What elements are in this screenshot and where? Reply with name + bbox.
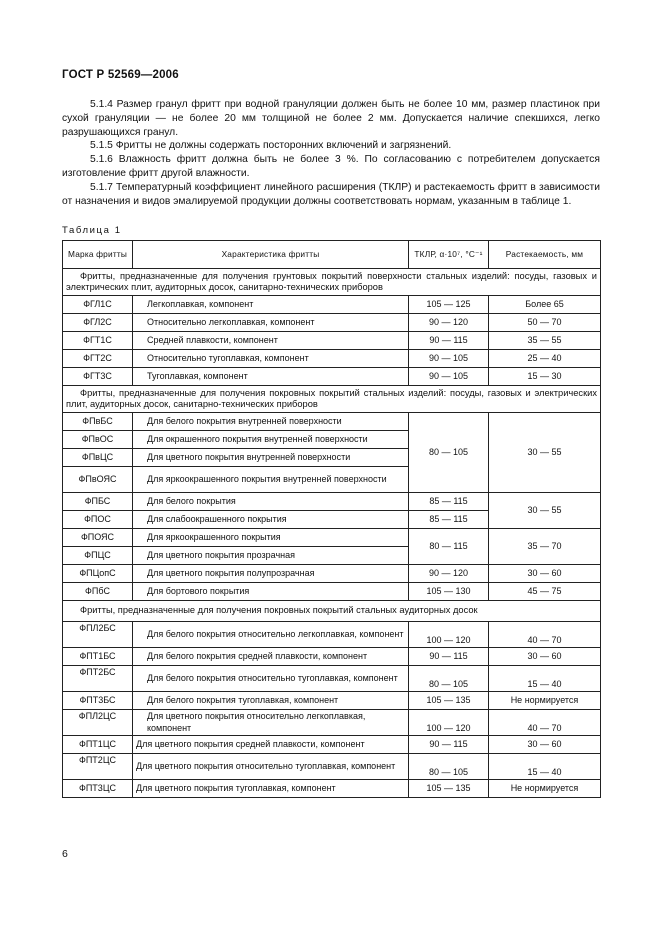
cell-char: Для яркоокрашенного покрытия — [133, 529, 409, 547]
cell-tklr: 105 — 135 — [409, 780, 489, 798]
table-row — [63, 332, 601, 350]
cell-tklr: 90 — 105 — [409, 368, 489, 386]
cell-spread-merged: 30 — 55 — [489, 493, 601, 529]
cell-mark: ФПТ2БС — [63, 666, 133, 692]
page-number: 6 — [62, 848, 68, 860]
cell-tklr: 80 — 105 — [409, 666, 489, 692]
cell-char: Для белого покрытия — [133, 493, 409, 511]
group-row-ground — [63, 269, 601, 296]
cell-spread: 35 — 55 — [489, 332, 601, 350]
cell-spread: 40 — 70 — [489, 710, 601, 736]
cell-spread: 30 — 60 — [489, 736, 601, 754]
cell-spread-merged: 30 — 55 — [489, 413, 601, 493]
paragraph-5-1-7 — [62, 181, 600, 209]
cell-char: Для цветного покрытия относительно легкоплавкая, компонент — [133, 710, 409, 736]
group-title: Фритты, предназначенные для получения покровных покрытий стальных аудиторных досок — [63, 601, 601, 622]
group-row-cover — [63, 386, 601, 413]
cell-spread: Более 65 — [489, 296, 601, 314]
cell-mark: ФПТ1БС — [63, 648, 133, 666]
cell-char: Относительно тугоплавкая, компонент — [133, 350, 409, 368]
table-row — [63, 296, 601, 314]
cell-tklr: 90 — 115 — [409, 648, 489, 666]
header-mark: Марка фритты — [63, 241, 133, 269]
header-characteristic: Характеристика фритты — [133, 241, 409, 269]
cell-mark: ФПвОЯС — [63, 467, 133, 493]
cell-mark: ФГТ1С — [63, 332, 133, 350]
cell-mark: ФПвБС — [63, 413, 133, 431]
cell-mark: ФПТ3БС — [63, 692, 133, 710]
cell-mark: ФПЛ2БС — [63, 622, 133, 648]
header-spread: Растекаемость, мм — [489, 241, 601, 269]
table-row — [63, 736, 601, 754]
cell-char: Легкоплавкая, компонент — [133, 296, 409, 314]
cell-tklr: 105 — 125 — [409, 296, 489, 314]
cell-char: Для окрашенного покрытия внутренней поверхности — [133, 431, 409, 449]
cell-tklr-merged: 80 — 115 — [409, 529, 489, 565]
cell-char: Для бортового покрытия — [133, 583, 409, 601]
table-caption: Таблица 1 — [62, 225, 122, 236]
table-row — [63, 413, 601, 431]
table-row — [63, 692, 601, 710]
cell-tklr: 85 — 115 — [409, 493, 489, 511]
table-row — [63, 710, 601, 736]
cell-char: Для цветного покрытия средней плавкости, компонент — [133, 736, 409, 754]
cell-mark: ФПЦС — [63, 547, 133, 565]
cell-char: Для белого покрытия внутренней поверхности — [133, 413, 409, 431]
table-row — [63, 648, 601, 666]
paragraph-5-1-4 — [62, 98, 600, 141]
cell-char: Тугоплавкая, компонент — [133, 368, 409, 386]
table-row — [63, 583, 601, 601]
paragraph-text: 5.1.6 Влажность фритт должна быть не более 3 %. По согласованию с потребителем допускается изготовление фритт другой влажности. — [62, 154, 600, 180]
cell-char: Для белого покрытия средней плавкости, компонент — [133, 648, 409, 666]
group-title: Фритты, предназначенные для получения покровных покрытий стальных изделий: посуды, газовых и электрических плит, аудиторных досок, санитарно-технических приборов — [63, 386, 601, 413]
cell-mark: ФГЛ2С — [63, 314, 133, 332]
cell-spread: 50 — 70 — [489, 314, 601, 332]
table-row — [63, 493, 601, 511]
cell-spread: Не нормируется — [489, 780, 601, 798]
cell-spread: Не нормируется — [489, 692, 601, 710]
cell-char: Для слабоокрашенного покрытия — [133, 511, 409, 529]
table-row — [63, 350, 601, 368]
cell-spread-merged: 35 — 70 — [489, 529, 601, 565]
table-row — [63, 529, 601, 547]
cell-char: Для цветного покрытия внутренней поверхности — [133, 449, 409, 467]
cell-tklr: 100 — 120 — [409, 622, 489, 648]
table-row — [63, 666, 601, 692]
cell-tklr-merged: 80 — 105 — [409, 413, 489, 493]
cell-mark: ФГТ3С — [63, 368, 133, 386]
group-title: Фритты, предназначенные для получения грунтовых покрытий поверхности стальных изделий: посуды, газовых и электрических плит, аудиторных досок, санитарно-технических приборов — [63, 269, 601, 296]
cell-spread: 15 — 30 — [489, 368, 601, 386]
cell-mark: ФПТ1ЦС — [63, 736, 133, 754]
cell-char: Для яркоокрашенного покрытия внутренней поверхности — [133, 467, 409, 493]
cell-tklr: 100 — 120 — [409, 710, 489, 736]
cell-mark: ФПЛ2ЦС — [63, 710, 133, 736]
cell-tklr: 90 — 105 — [409, 350, 489, 368]
cell-char: Средней плавкости, компонент — [133, 332, 409, 350]
paragraph-5-1-6 — [62, 153, 600, 181]
cell-spread: 30 — 60 — [489, 648, 601, 666]
cell-char: Для белого покрытия относительно легкоплавкая, компонент — [133, 622, 409, 648]
cell-spread: 45 — 75 — [489, 583, 601, 601]
cell-spread: 15 — 40 — [489, 754, 601, 780]
cell-mark: ФПБС — [63, 493, 133, 511]
cell-tklr: 90 — 120 — [409, 565, 489, 583]
cell-tklr: 105 — 130 — [409, 583, 489, 601]
cell-tklr: 90 — 115 — [409, 736, 489, 754]
cell-mark: ФПвОС — [63, 431, 133, 449]
header-tklr: ТКЛР, α·10⁷, °С⁻¹ — [409, 241, 489, 269]
cell-char: Для цветного покрытия относительно тугоплавкая, компонент — [133, 754, 409, 780]
table-row — [63, 622, 601, 648]
paragraph-text: 5.1.5 Фритты не должны содержать посторонних включений и загрязнений. — [90, 140, 452, 151]
table-row — [63, 314, 601, 332]
cell-spread: 25 — 40 — [489, 350, 601, 368]
table-row — [63, 754, 601, 780]
cell-mark: ФПОЯС — [63, 529, 133, 547]
table-header-row — [63, 241, 601, 269]
cell-mark: ФПвЦС — [63, 449, 133, 467]
cell-tklr: 105 — 135 — [409, 692, 489, 710]
frit-table — [62, 240, 601, 798]
cell-char: Для цветного покрытия полупрозрачная — [133, 565, 409, 583]
group-row-boards — [63, 601, 601, 622]
cell-mark: ФГЛ1С — [63, 296, 133, 314]
paragraph-5-1-5 — [62, 139, 600, 153]
cell-char: Для цветного покрытия тугоплавкая, компонент — [133, 780, 409, 798]
cell-tklr: 90 — 115 — [409, 332, 489, 350]
cell-tklr: 85 — 115 — [409, 511, 489, 529]
table-row — [63, 780, 601, 798]
paragraph-text: 5.1.7 Температурный коэффициент линейного расширения (ТКЛР) и растекаемость фритт в зависимости от назначения и видов эмалируемой продукции должны соответствовать нормам, указанным в таблице 1. — [62, 182, 600, 208]
cell-mark: ФПТ2ЦС — [63, 754, 133, 780]
cell-char: Для цветного покрытия прозрачная — [133, 547, 409, 565]
cell-mark: ФПОС — [63, 511, 133, 529]
cell-spread: 30 — 60 — [489, 565, 601, 583]
cell-char: Для белого покрытия тугоплавкая, компонент — [133, 692, 409, 710]
paragraph-text: 5.1.4 Размер гранул фритт при водной грануляции должен быть не более 10 мм, размер пластинок при сухой грануляции — не более 20 мм толщиной не более 2 мм. Допускается наличие спекшихся, легко разрушающихся гранул. — [62, 99, 600, 139]
cell-mark: ФГТ2С — [63, 350, 133, 368]
cell-mark: ФПбС — [63, 583, 133, 601]
cell-spread: 15 — 40 — [489, 666, 601, 692]
cell-tklr: 90 — 120 — [409, 314, 489, 332]
cell-mark: ФПЦопС — [63, 565, 133, 583]
cell-mark: ФПТ3ЦС — [63, 780, 133, 798]
table-row — [63, 368, 601, 386]
cell-tklr: 80 — 105 — [409, 754, 489, 780]
document-header: ГОСТ Р 52569—2006 — [62, 69, 179, 81]
cell-char: Относительно легкоплавкая, компонент — [133, 314, 409, 332]
cell-char: Для белого покрытия относительно тугоплавкая, компонент — [133, 666, 409, 692]
cell-spread: 40 — 70 — [489, 622, 601, 648]
table-row — [63, 565, 601, 583]
